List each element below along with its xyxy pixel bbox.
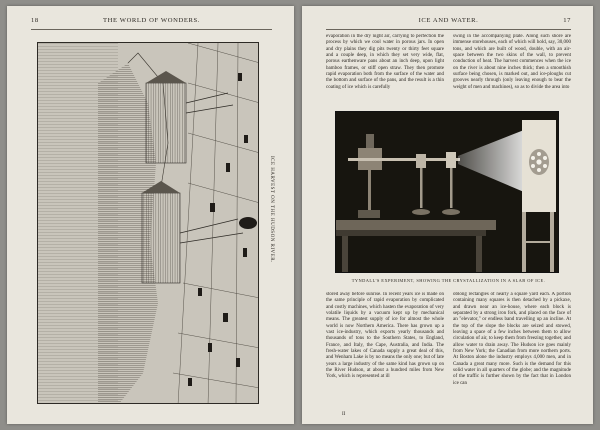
top-text-columns	[326, 34, 571, 104]
left-page-number: 18	[31, 17, 39, 24]
right-header-rule	[326, 29, 571, 30]
bottom-text-columns	[326, 292, 571, 410]
tyndall-experiment-figure	[335, 111, 559, 273]
left-page	[7, 6, 294, 424]
bottom-right-column: oblong rectangles of nearly a square yard each. A portion containing many squares is then detached by a pickaxe, and drawn near an ice-house, where each block is separated by a strong iron fork, and placed on the face of an "elevator," or endless band travelling up an incline. At the top of the slope the blocks are seized and stowed, leaving a space of a few inches between them to allow circulation of air, to keep them from freezing together, and allow water to drain away. The Hudson ice goes mainly from New York; the Canadian from more northern ports. At Boston alone the industry employs 4,000 men, and in Canada a great many more. Such is the demand for this solid water in all quarters of the globe; and the magnitude of the traffic is further shown by the fact that in London ice can	[453, 292, 571, 386]
right-page	[302, 6, 593, 424]
left-running-title: THE WORLD OF WONDERS.	[103, 17, 200, 24]
ice-harvest-engraving	[37, 42, 259, 404]
right-running-title: ICE AND WATER.	[418, 17, 479, 24]
figure-caption: TYNDALL'S EXPERIMENT, SHOWING THE CRYSTALLIZATION IN A SLAB OF ICE.	[351, 278, 546, 283]
signature-mark: II	[342, 412, 346, 417]
top-left-column: evaporation in the dry night air, carrying to perfection the process by which we cool water in porous jars. In open and dry plains they dig pits twenty or thirty feet square and a couple deep, in which they set very wide, flat, porous earthenware pans about an inch deep, upon light bamboo frames, or stiff open straw. They then promote rapid evaporation both from the surface of the water and the bottom and surface of the pans, and the result is a thin coating of ice which is carefully	[326, 34, 444, 90]
right-page-header	[326, 16, 571, 28]
top-right-column: swing in the accompanying plate. Along such shore are immense storehouses, each of which will hold, say, 30,000 tons, and which are built of wood, double, with an air-space between the two skins of the wall, to prevent conduction of heat. The harvest commences when the ice on the river is about nine inches thick; then a smoothish surface being chosen, is marked out, and ice-ploughs cut grooves nearly through (only leaving enough to bear the weight of men and machines), so as to divide the area into	[453, 34, 571, 90]
bottom-left-column: stored away before sunrise. In recent years ice is made on the same principle of rapid evaporation by complicated and costly machines, which hasten the evaporation of very volatile liquids by a vacuum kept up by mechanical means. The greatest supply of ice for almost the whole world is now Northern America. There has grown up a vast ice-industry, which exports yearly thousands and thousands of tons to the Southern States, to England, France, and Italy, the Cape, Australia, and India. The fresh-water lakes of Canada supply a great deal of this, and Wenham Lake is by no means the only one; but of late years a large industry of the same kind has grown up on the River Hudson, at about a hundred miles from New York, which is represented at ill	[326, 292, 444, 380]
right-page-number: 17	[563, 17, 571, 24]
illustration-caption: ICE HARVEST ON THE HUDSON RIVER.	[269, 156, 274, 263]
left-header-rule	[31, 29, 272, 30]
left-page-header	[31, 16, 272, 28]
